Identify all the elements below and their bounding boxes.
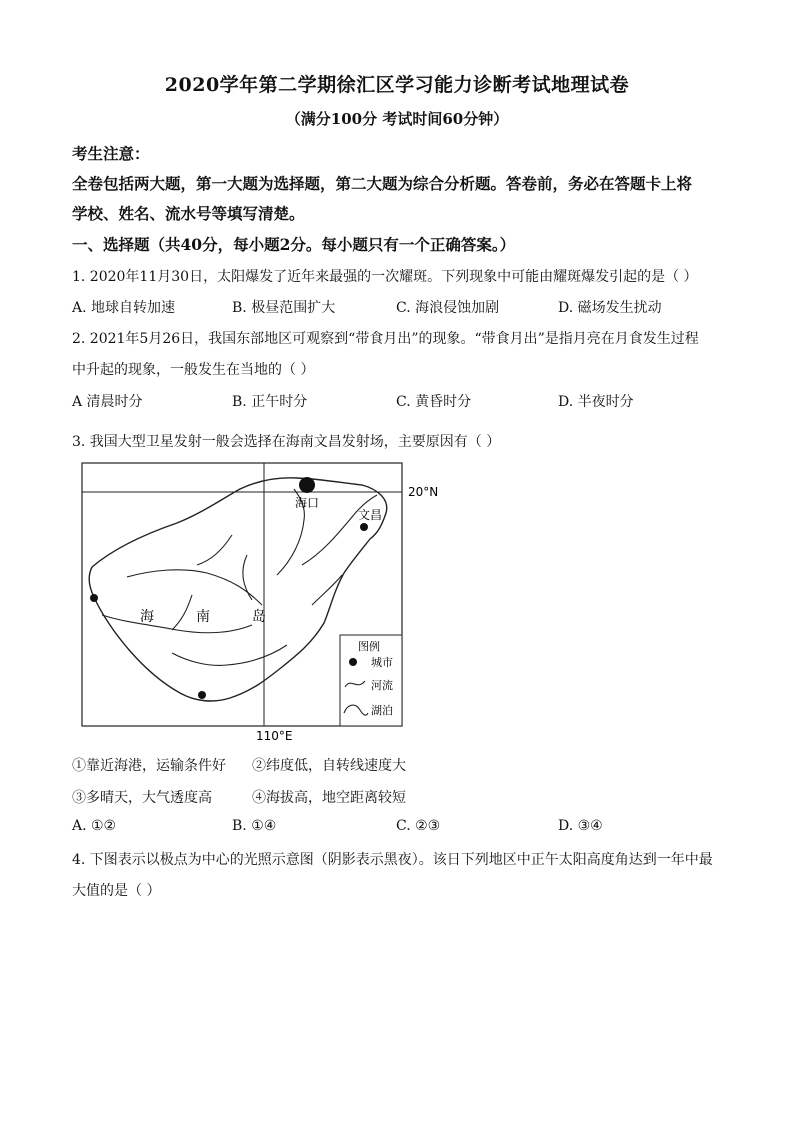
q3-statement-4: ④海拔高，地空距离较短	[252, 790, 406, 806]
q4-stem-line-2: 大值的是（ ）	[72, 883, 161, 899]
city-south-marker	[198, 691, 206, 699]
city-haikou-marker	[299, 477, 315, 493]
q1-option-a[interactable]: A. 地球自转加速	[72, 300, 176, 316]
label-110e: 110°E	[256, 729, 293, 743]
q3-option-d[interactable]: D. ③④	[558, 818, 603, 834]
q3-option-a[interactable]: A. ①②	[72, 818, 117, 834]
q3-statement-2: ②纬度低，自转线速度大	[252, 758, 406, 774]
island-char-3: 岛	[252, 609, 266, 625]
exam-subtitle: （满分100分 考试时间60分钟）	[285, 110, 509, 128]
q4-stem-line-1: 4. 下图表示以极点为中心的光照示意图（阴影表示黑夜）。该日下列地区中正午太阳高度角达到一年中最	[72, 852, 713, 868]
q3-statement-1: ①靠近海港，运输条件好	[72, 758, 226, 774]
q1-stem: 1. 2020年11月30日，太阳爆发了近年来最强的一次耀斑。下列现象中可能由耀斑爆发引起的是（ ）	[72, 269, 698, 285]
q1-option-c[interactable]: C. 海浪侵蚀加剧	[396, 300, 500, 316]
hainan-map-svg	[72, 455, 452, 745]
legend-city-icon	[349, 658, 357, 666]
q1-option-d[interactable]: D. 磁场发生扰动	[558, 300, 662, 316]
q3-option-b[interactable]: B. ①④	[232, 818, 277, 834]
q2-option-b[interactable]: B. 正午时分	[232, 394, 308, 410]
q1-option-b[interactable]: B. 极昼范围扩大	[232, 300, 336, 316]
exam-title: 2020学年第二学期徐汇区学习能力诊断考试地理试卷	[164, 74, 630, 96]
notice-line-1: 全卷包括两大题，第一大题为选择题，第二大题为综合分析题。答卷前，务必在答题卡上将	[72, 174, 693, 193]
city-west-marker	[90, 594, 98, 602]
legend-lake-label: 湖泊	[371, 704, 393, 717]
hainan-map	[72, 455, 452, 745]
q3-statement-3: ③多晴天，大气透度高	[72, 790, 212, 806]
q2-stem-line-1: 2. 2021年5月26日，我国东部地区可观察到“带食月出”的现象。“带食月出”是指月亮在月食发生过程	[72, 331, 699, 347]
q2-option-d[interactable]: D. 半夜时分	[558, 394, 634, 410]
notice-line-2: 学校、姓名、流水号等填写清楚。	[72, 204, 305, 223]
section-1-heading: 一、选择题（共40分，每小题2分。每小题只有一个正确答案。）	[72, 235, 516, 254]
island-char-2: 南	[196, 609, 210, 625]
label-haikou: 海口	[295, 496, 320, 510]
q3-stem: 3. 我国大型卫星发射一般会选择在海南文昌发射场，主要原因有（ ）	[72, 434, 501, 450]
q2-option-c[interactable]: C. 黄昏时分	[396, 394, 472, 410]
legend-river-label: 河流	[371, 679, 393, 692]
legend-title: 图例	[358, 640, 380, 653]
label-20n: 20°N	[408, 485, 439, 499]
q3-option-c[interactable]: C. ②③	[396, 818, 441, 834]
q2-stem-line-2: 中升起的现象，一般发生在当地的（ ）	[72, 362, 315, 378]
legend-city-label: 城市	[371, 656, 393, 669]
label-wenchang: 文昌	[358, 508, 383, 522]
q2-option-a[interactable]: A 清晨时分	[72, 394, 143, 410]
island-char-1: 海	[140, 609, 154, 625]
notice-heading: 考生注意：	[72, 144, 150, 163]
city-wenchang-marker	[360, 523, 368, 531]
